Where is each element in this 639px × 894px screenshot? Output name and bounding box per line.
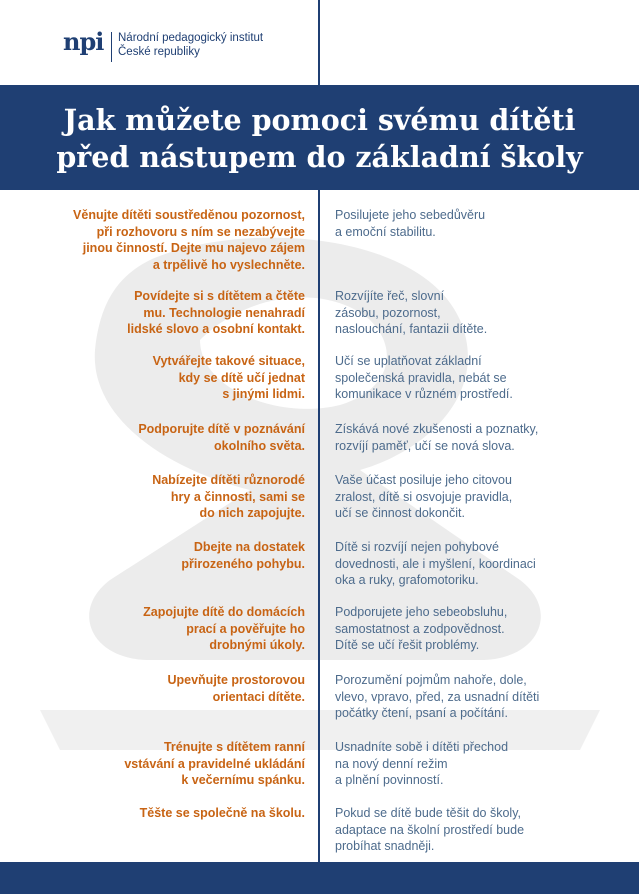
- benefit-text: Podporujete jeho sebeobsluhu, samostatnost a zodpovědnost. Dítě se učí řešit problémy.: [335, 605, 508, 652]
- tip-text: Podporujte dítě v poznávání okolního světa.: [138, 422, 305, 453]
- organization-name-line1: Národní pedagogický institut: [118, 32, 264, 44]
- organization-name-line2: České republiky: [118, 46, 200, 58]
- tip-text: Věnujte dítěti soustředěnou pozornost, při rozhovoru s ním se nezabývejte jinou činností. Dejte mu najevo zájem a trpělivě ho vyslechněte.: [73, 208, 305, 272]
- benefit-text: Pokud se dítě bude těšit do školy, adaptace na školní prostředí bude probíhat snadněji.: [335, 806, 525, 853]
- page-title-line2: před nástupem do základní školy: [56, 140, 583, 174]
- column-divider: [318, 190, 320, 862]
- logo-separator: [111, 32, 112, 62]
- tip-text: Vytvářejte takové situace, kdy se dítě učí jednat s jinými lidmi.: [152, 354, 305, 401]
- footer-bar: [0, 862, 639, 894]
- tip-text: Dbejte na dostatek přirozeného pohybu.: [181, 540, 305, 571]
- page-title-line1: Jak můžete pomoci svému dítěti: [63, 103, 576, 137]
- tip-text: Upevňujte prostorovou orientaci dítěte.: [167, 673, 305, 704]
- benefit-text: Usnadníte sobě i dítěti přechod na nový denní režim a plnění povinností.: [335, 740, 509, 787]
- column-divider-top: [318, 0, 320, 85]
- tip-text: Zapojujte dítě do domácích prací a pověřujte ho drobnými úkoly.: [143, 605, 305, 652]
- page-title: [0, 102, 639, 176]
- benefit-text: Dítě si rozvíjí nejen pohybové dovednosti, ale i myšlení, koordinaci oka a ruky, grafomotoriku.: [335, 540, 536, 587]
- title-band: [0, 85, 639, 190]
- benefit-text: Získává nové zkušenosti a poznatky, rozvíjí paměť, učí se nová slova.: [335, 422, 539, 453]
- organization-name: [118, 31, 318, 59]
- tip-text: Nabízejte dítěti různorodé hry a činnosti, sami se do nich zapojujte.: [152, 473, 305, 520]
- benefit-text: Posilujete jeho sebedůvěru a emoční stabilitu.: [335, 208, 486, 239]
- benefit-text: Rozvíjíte řeč, slovní zásobu, pozornost, naslouchání, fantazii dítěte.: [335, 289, 488, 336]
- benefit-text: Porozumění pojmům nahoře, dole, vlevo, vpravo, před, za usnadní dítěti počátky čtení, psaní a počítání.: [335, 673, 540, 720]
- tip-text: Trénujte s dítětem ranní vstávání a pravidelné ukládání k večernímu spánku.: [124, 740, 305, 787]
- logo-mark: npi: [63, 27, 104, 56]
- tip-text: Povídejte si s dítětem a čtěte mu. Technologie nenahradí lidské slovo a osobní kontakt.: [127, 289, 305, 336]
- benefit-text: Učí se uplatňovat základní společenská pravidla, nebát se komunikace v různém prostředí.: [335, 354, 513, 401]
- tip-text: Těšte se společně na školu.: [139, 806, 305, 820]
- benefit-text: Vaše účast posiluje jeho citovou zralost, dítě si osvojuje pravidla, učí se činnost dokončit.: [335, 473, 513, 520]
